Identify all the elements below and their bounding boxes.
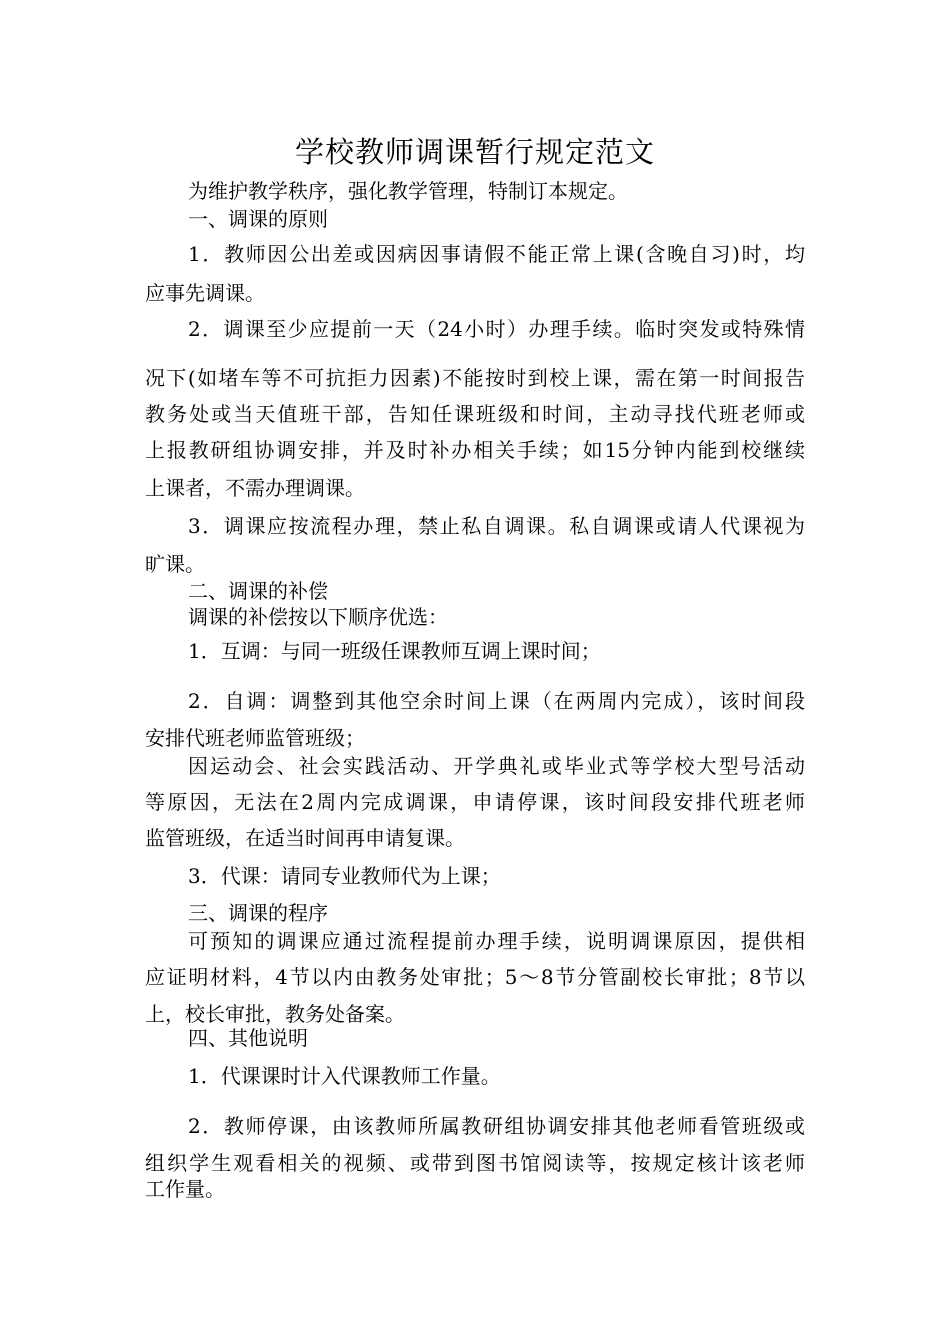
- text-line: 上课者，不需办理调课。: [145, 476, 365, 500]
- text-line: 况下(如堵车等不可抗拒力因素)不能按时到校上课，需在第一时间报告: [145, 366, 805, 390]
- text-line: 为维护教学秩序，强化教学管理，特制订本规定。: [188, 179, 628, 203]
- text-line: 等原因，无法在2周内完成调课，申请停课，该时间段安排代班老师: [145, 790, 805, 814]
- text-line: 组织学生观看相关的视频、或带到图书馆阅读等，按规定核计该老师: [145, 1151, 805, 1175]
- text-line: 3．调课应按流程办理，禁止私自调课。私自调课或请人代课视为: [188, 514, 805, 538]
- text-line: 应事先调课。: [145, 281, 265, 305]
- text-line: 应证明材料，4节以内由教务处审批；5～8节分管副校长审批；8节以: [145, 965, 805, 989]
- text-line: 监管班级，在适当时间再申请复课。: [145, 826, 465, 850]
- text-line: 1．教师因公出差或因病因事请假不能正常上课(含晚自习)时，均: [188, 242, 805, 266]
- section-heading: 一、调课的原则: [188, 207, 328, 231]
- text-line: 可预知的调课应通过流程提前办理手续，说明调课原因，提供相: [188, 929, 805, 953]
- text-line: 旷课。: [145, 552, 205, 576]
- text-line: 3．代课：请同专业教师代为上课；: [188, 864, 501, 888]
- text-line: 2．教师停课，由该教师所属教研组协调安排其他老师看管班级或: [188, 1114, 805, 1138]
- text-line: 上，校长审批，教务处备案。: [145, 1002, 405, 1026]
- text-line: 2．自调：调整到其他空余时间上课（在两周内完成），该时间段: [188, 689, 805, 713]
- section-heading: 四、其他说明: [188, 1026, 308, 1050]
- text-line: 上报教研组协调安排，并及时补办相关手续；如15分钟内能到校继续: [145, 438, 805, 462]
- text-line: 2．调课至少应提前一天（24小时）办理手续。临时突发或特殊情: [188, 317, 805, 341]
- text-line: 教务处或当天值班干部，告知任课班级和时间，主动寻找代班老师或: [145, 402, 805, 426]
- document-title: 学校教师调课暂行规定范文: [294, 135, 655, 169]
- text-line: 工作量。: [145, 1177, 225, 1201]
- section-heading: 二、调课的补偿: [188, 579, 328, 603]
- text-line: 因运动会、社会实践活动、开学典礼或毕业式等学校大型号活动: [188, 754, 805, 778]
- section-heading: 三、调课的程序: [188, 901, 328, 925]
- text-line: 1．代课课时计入代课教师工作量。: [188, 1064, 501, 1088]
- text-line: 调课的补偿按以下顺序优选：: [188, 605, 448, 629]
- text-line: 1．互调：与同一班级任课教师互调上课时间；: [188, 639, 601, 663]
- text-line: 安排代班老师监管班级；: [145, 726, 365, 750]
